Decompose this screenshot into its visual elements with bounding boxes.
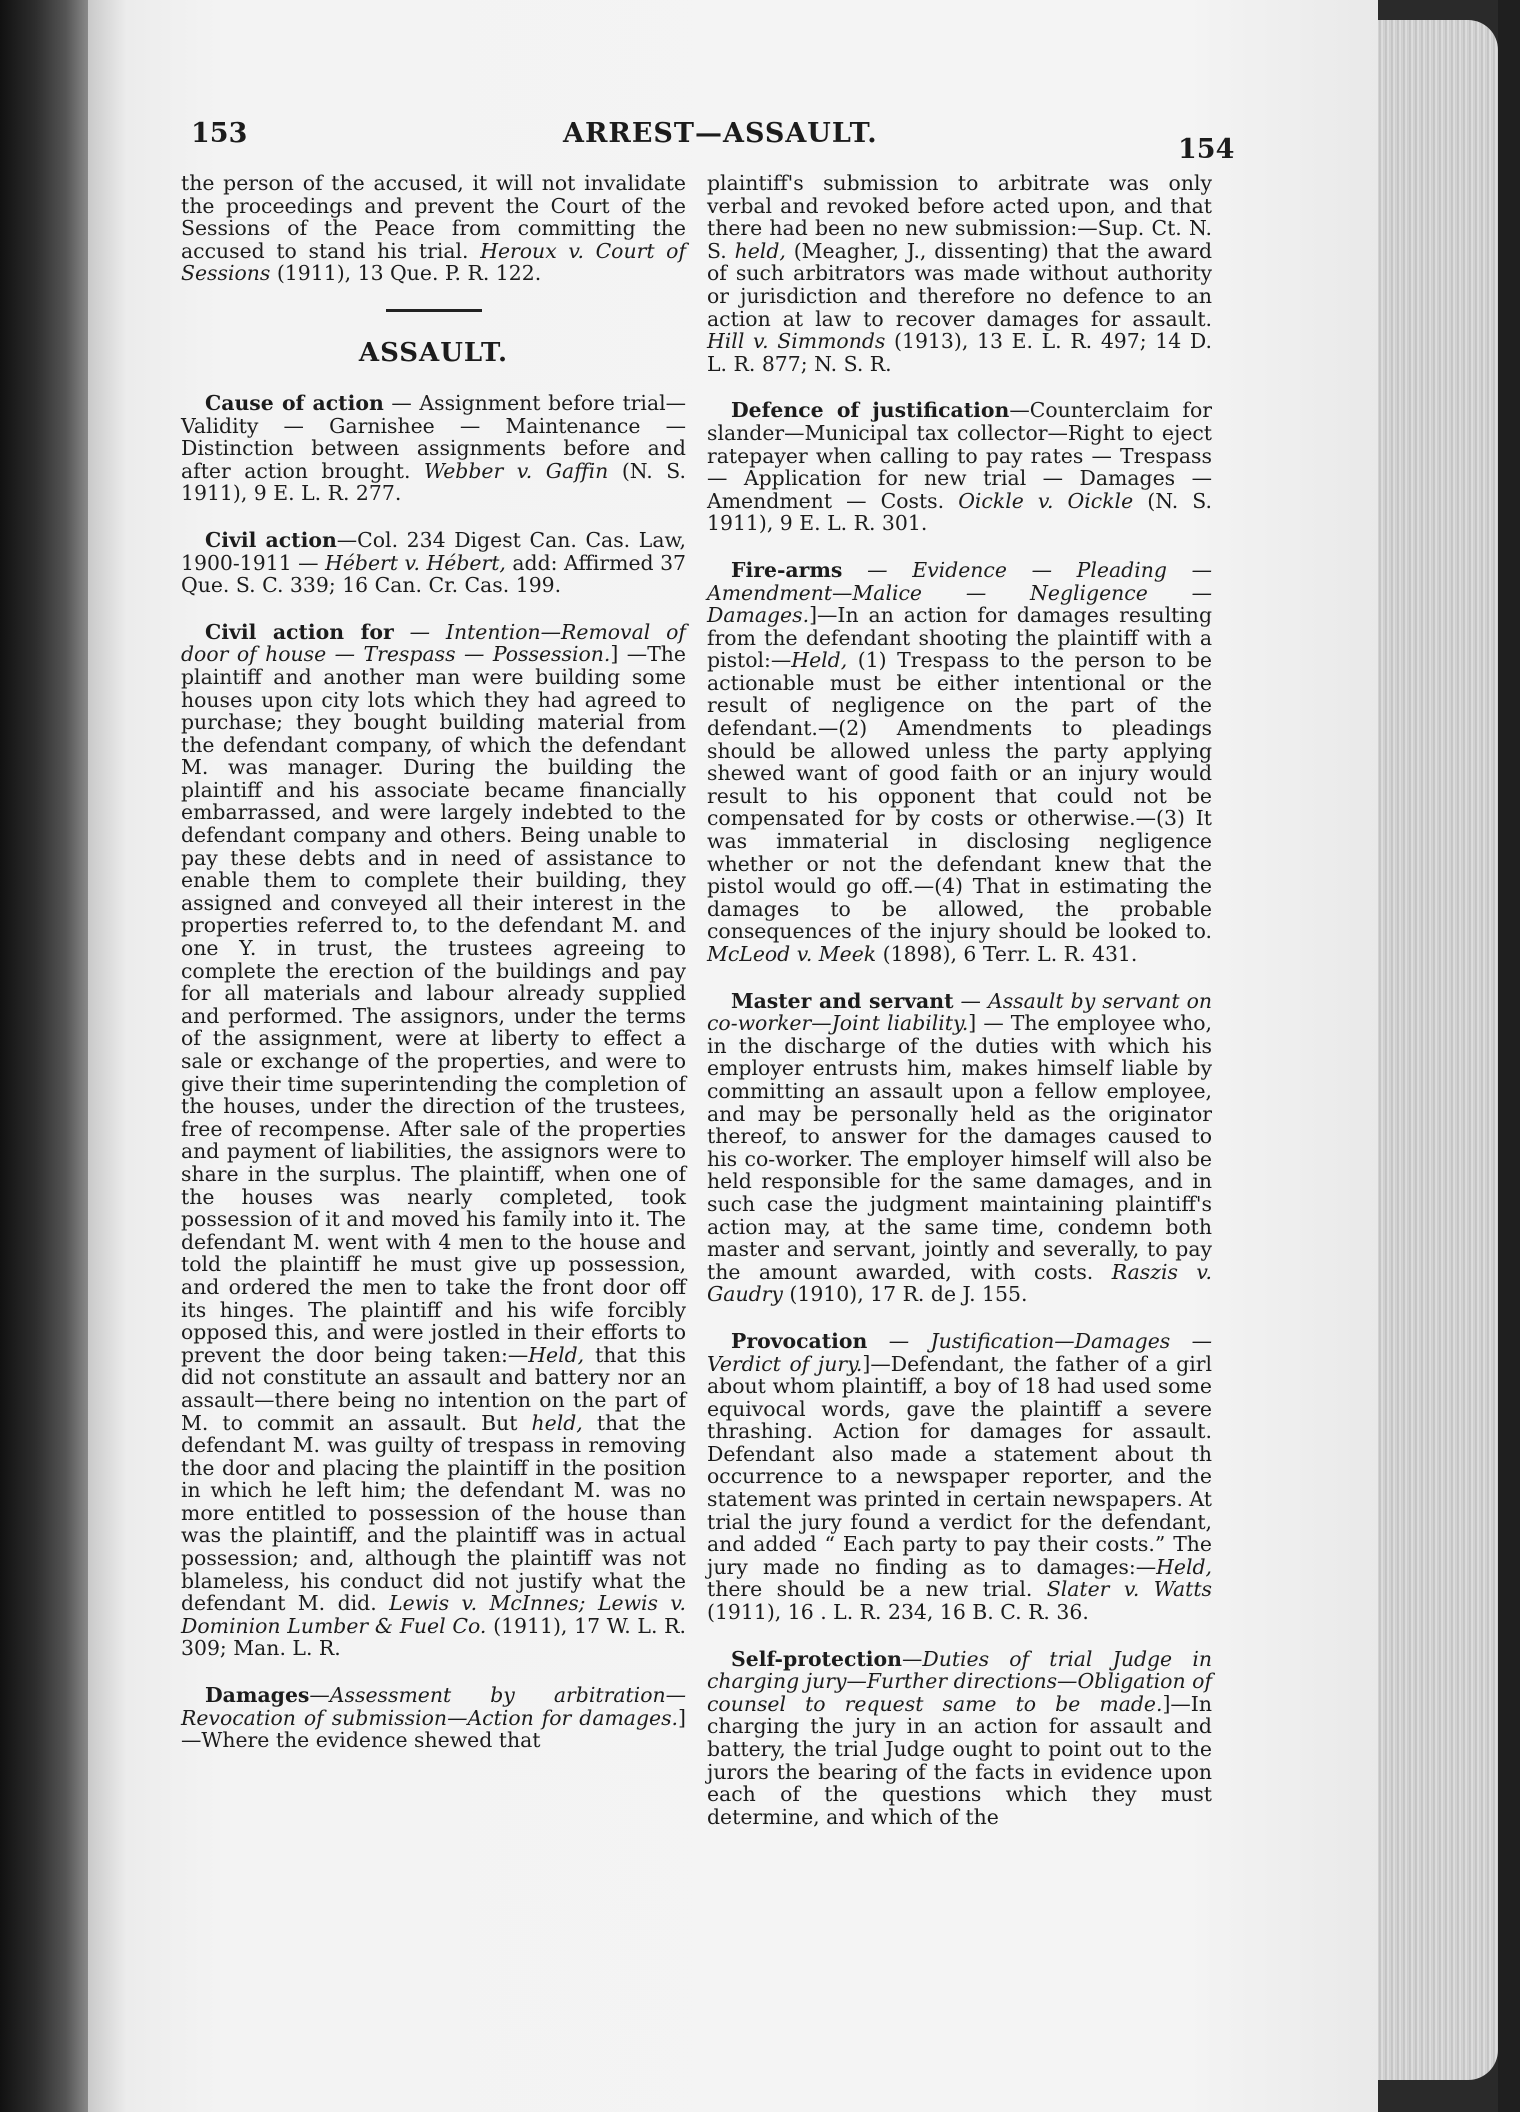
page-number-left: 153 bbox=[191, 118, 248, 149]
book-gutter-left bbox=[0, 0, 88, 2112]
running-head bbox=[88, 118, 1378, 165]
running-head-title: ARREST—ASSAULT. bbox=[563, 118, 878, 149]
book-edge-shadow bbox=[1498, 0, 1520, 2112]
book-page bbox=[88, 0, 1378, 2112]
left-column bbox=[181, 172, 686, 1776]
entry-cause-of-action: Cause of action — Assignment before trial—Validity — Garnishee — Maintenance —Distinction between assignments before and after action brought. Webber v. Gaffin (N. S. 1911), 9 E. L. R. 277. bbox=[181, 390, 687, 506]
entry-damages: Damages—Assessment by arbitration—Revocation of submission—Action for damages.]—Where the evidence shewed that bbox=[181, 1683, 686, 1753]
entry-master-and-servant: Master and servant — Assault by servant on co-worker—Joint liability.] — The employee who, in the discharge of the duties with which his employer entrusts him, makes himself liable by committing an assault upon a fellow employee, and may be personally held as the originator thereof, to answer for the damages caused to his co-worker. The employer himself will also be held responsible for the same damages, and in such case the judgment maintaining plaintiff's action may, at the same time, condemn both master and servant, jointly and severally, to pay the amount awarded, with costs. Raszis v. Gaudry (1910), 17 R. de J. 155. bbox=[707, 988, 1213, 1307]
section-rule bbox=[386, 309, 482, 312]
carryover-paragraph-left: the person of the accused, it will not invalidate the proceedings and prevent the Court of the Sessions of the Peace from committing the accused to stand his trial. Heroux v. Court of Sessions (1911), 13 Que. P. R. 122. bbox=[181, 171, 686, 286]
carryover-paragraph-right: plaintiff's submission to arbitrate was only verbal and revoked before acted upon, and that there had been no new submission:—Sup. Ct. N. S. held, (Meagher, J., dissenting) that the award of such arbitrators was made without authority or jurisdiction and therefore no defence to an action at law to recover damages for assault. Hill v. Simmonds (1913), 13 E. L. R. 497; 14 D. L. R. 877; N. S. R. bbox=[707, 171, 1213, 376]
right-column bbox=[707, 172, 1212, 1852]
book-page-edges bbox=[1378, 20, 1498, 2080]
entry-fire-arms: Fire-arms — Evidence — Pleading — Amendment—Malice — Negligence — Damages.]—In an action for damages resulting from the defendant shooting the plaintiff with a pistol:—Held, (1) Trespass to the person to be actionable must be either intentional or the result of negligence on the part of the defendant.—(2) Amendments to pleadings should be allowed unless the party applying shewed want of good faith or an injury would result to his opponent that could not be compensated for by costs or otherwise.—(3) It was immaterial in disclosing negligence whether or not the defendant knew that the pistol would go off.—(4) That in estimating the damages to be allowed, the probable consequences of the injury should be looked to. McLeod v. Meek (1898), 6 Terr. L. R. 431. bbox=[707, 557, 1212, 966]
section-heading-assault: ASSAULT. bbox=[358, 337, 509, 368]
entry-self-protection: Self-protection—Duties of trial Judge in charging jury—Further directions—Obligation of counsel to request same to be made.]—In charging the jury in an action for assault and battery, the trial Judge ought to point out to the jurors the bearing of the facts in evidence upon each of the questions which they must determine, and which of the bbox=[707, 1646, 1212, 1829]
entry-civil-action-for: Civil action for — Intention—Removal of door of house — Trespass — Possession.] —The plaintiff and another man were building some houses upon city lots which they had agreed to purchase; they bought building material from the defendant company, of which the defendant M. was manager. During the building the plaintiff and his associate became financially embarrassed, and were largely indebted to the defendant company and others. Being unable to pay these debts and in need of assistance to enable them to complete their building, they assigned and conveyed all their interest in the properties referred to, to the defendant M. and one Y. in trust, the trustees agreeing to complete the erection of the buildings and pay for all materials and labour already supplied and performed. The assignors, under the terms of the assignment, were at liberty to effect a sale or exchange of the properties, and were to give their time superintending the completion of the houses, under the direction of the trustees, free of recompense. After sale of the properties and payment of liabilities, the assignors were to share in the surplus. The plaintiff, when one of the houses was nearly completed, took possession of it and moved his family into it. The defendant M. went with 4 men to the house and told the plaintiff he must give up possession, and ordered the men to take the front door off its hinges. The plaintiff and his wife forcibly opposed this, and were jostled in their efforts to prevent the door being taken:—Held, that this did not constitute an assault and battery nor an assault—there being no intention on the part of M. to commit an assault. But held, that the defendant M. was guilty of trespass in removing the door and placing the plaintiff in the position in which he left him; the defendant M. was no more entitled to possession of the house than was the plaintiff, and the plaintiff was in actual possession; and, although the plaintiff was not blameless, his conduct did not justify what the defendant M. did. Lewis v. McInnes; Lewis v. Dominion Lumber & Fuel Co. (1911), 17 W. L. R. 309; Man. L. R. bbox=[181, 619, 686, 1661]
entry-defence-of-justification: Defence of justification—Counterclaim for slander—Municipal tax collector—Right to eject ratepayer when calling to pay rates — Trespass — Application for new trial — Damages — Amendment — Costs. Oickle v. Oickle (N. S. 1911), 9 E. L. R. 301. bbox=[707, 398, 1213, 536]
entry-provocation: Provocation — Justification—Damages —Verdict of jury.]—Defendant, the father of a girl about whom plaintiff, a boy of 18 had used some equivocal words, gave the plaintiff a severe thrashing. Action for damages for assault. Defendant also made a statement about th occurrence to a newspaper reporter, and the statement was printed in certain newspapers. At trial the jury found a verdict for the defendant, and added “ Each party to pay their costs.” The jury made no finding as to damages:—Held, there should be a new trial. Slater v. Watts (1911), 16 . L. R. 234, 16 B. C. R. 36. bbox=[707, 1328, 1212, 1625]
entry-civil-action: Civil action—Col. 234 Digest Can. Cas. Law, 1900-1911 — Hébert v. Hébert, add: Affirmed 37 Que. S. C. 339; 16 Can. Cr. Cas. 199. bbox=[181, 527, 687, 598]
page-number-right: 154 bbox=[1178, 134, 1235, 165]
